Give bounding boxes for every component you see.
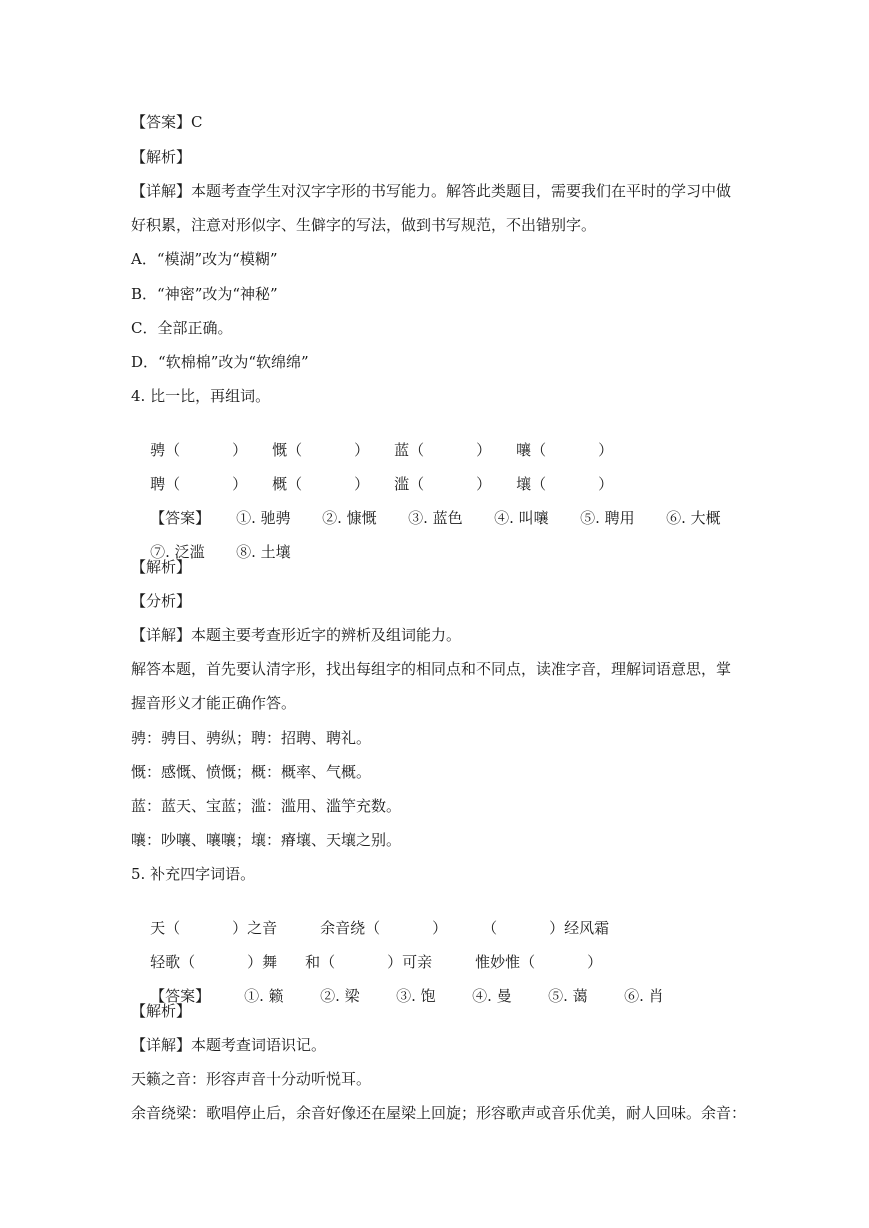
answer-5-label: 【答案】 [150, 987, 211, 1005]
detail-3-line-1: 【详解】本题考查学生对汉字字形的书写能力。解答此类题目，需要我们在平时的学习中做 [131, 182, 732, 200]
explanation-pair-1: 骋：骋目、骋纵；聘：招聘、聘礼。 [131, 729, 372, 747]
answer-4-item-4: ④. 叫嚷 [494, 509, 549, 527]
answer-4-item-6: ⑥. 大概 [666, 509, 721, 527]
q5-r1-c6: ）经风霜 [549, 919, 610, 937]
answer-4-item-7: ⑦. 泛滥 [150, 543, 205, 561]
explanation-pair-3: 蓝：蓝天、宝蓝；滥：滥用、滥竽充数。 [131, 797, 402, 815]
detail-3-line-2: 好积累，注意对形似字、生僻字的写法，做到书写规范，不出错别字。 [131, 216, 597, 234]
answer-4-item-2: ②. 慷慨 [322, 509, 377, 527]
q5-r2-c5: 惟妙惟（ [475, 953, 536, 971]
q5-r2-c2: ）舞 [247, 953, 278, 971]
analysis-heading-5: 【解析】 [131, 1002, 192, 1020]
q4-r2-c2: ） [232, 475, 248, 493]
analysis-heading-4: 【解析】 [131, 558, 192, 576]
q4-r1-c8: ） [598, 441, 614, 459]
explanation-pair-2: 慨：感慨、愤慨；概：概率、气概。 [131, 763, 372, 781]
explanation-pair-4: 嚷：吵嚷、嚷嚷；壤：瘠壤、天壤之别。 [131, 831, 402, 849]
q4-r1-c2: ） [232, 441, 248, 459]
question-4: 4. 比一比，再组词。 [131, 387, 271, 405]
detail-5: 【详解】本题考查词语识记。 [131, 1036, 327, 1054]
answer-5 [131, 966, 664, 1026]
question-5: 5. 补充四字词语。 [131, 865, 256, 883]
explanation-5-line-2: 余音绕梁：歌唱停止后，余音好像还在屋梁上回旋；形容歌声或音乐优美，耐人回味。余音： [131, 1104, 747, 1122]
answer-5-item-4: ④. 曼 [472, 987, 512, 1005]
q4-r1-c4: ） [354, 441, 370, 459]
q4-r2-c7: 壤（ [516, 475, 547, 493]
detail-4: 【详解】本题主要考查形近字的辨析及组词能力。 [131, 626, 462, 644]
analysis-subheading-4: 【分析】 [131, 592, 192, 610]
q5-r1-c5: （ [482, 919, 498, 937]
q5-r2-c3: 和（ [305, 953, 336, 971]
option-d: D．“软棉棉”改为“软绵绵” [131, 353, 309, 371]
option-a: A．“模湖”改为“模糊” [131, 250, 278, 268]
answer-4-label: 【答案】 [150, 509, 211, 527]
explanation-4-line-1: 解答本题，首先要认清字形，找出每组字的相同点和不同点，读准字音，理解词语意思，掌 [131, 660, 732, 678]
q4-r1-c1: 骋（ [150, 441, 181, 459]
q5-r1-c3: 余音绕（ [320, 919, 381, 937]
q5-r2-c6: ） [587, 953, 603, 971]
explanation-4-line-2: 握音形义才能正确作答。 [131, 694, 297, 712]
answer-4-item-1: ①. 驰骋 [236, 509, 291, 527]
q4-r1-c7: 嚷（ [516, 441, 547, 459]
q4-r1-c6: ） [476, 441, 492, 459]
answer-5-item-1: ①. 籁 [244, 987, 284, 1005]
q4-r2-c8: ） [598, 475, 614, 493]
answer-4-item-5: ⑤. 聘用 [580, 509, 635, 527]
analysis-heading-3: 【解析】 [131, 148, 192, 166]
q4-r1-c3: 慨（ [272, 441, 303, 459]
q5-r2-c1: 轻歌（ [150, 953, 196, 971]
explanation-5-line-1: 天籁之音：形容声音十分动听悦耳。 [131, 1070, 372, 1088]
q4-r1-c5: 蓝（ [394, 441, 425, 459]
q5-r1-c2: ）之音 [232, 919, 278, 937]
q4-r2-c6: ） [476, 475, 492, 493]
answer-4-item-3: ③. 蓝色 [408, 509, 463, 527]
answer-4-item-8: ⑧. 土壤 [236, 543, 291, 561]
answer-5-item-3: ③. 饱 [396, 987, 436, 1005]
option-b: B．“神密”改为“神秘” [131, 285, 278, 303]
answer-5-item-2: ②. 梁 [320, 987, 360, 1005]
q5-r1-c1: 天（ [150, 919, 181, 937]
q4-r2-c5: 滥（ [394, 475, 425, 493]
option-c: C．全部正确。 [131, 319, 233, 337]
q5-r1-c4: ） [432, 919, 448, 937]
answer-3: 【答案】C [131, 113, 203, 131]
q4-r2-c4: ） [354, 475, 370, 493]
answer-5-item-6: ⑥. 肖 [624, 987, 664, 1005]
q5-r2-c4: ）可亲 [387, 953, 433, 971]
q4-r2-c1: 聘（ [150, 475, 181, 493]
q4-r2-c3: 概（ [272, 475, 303, 493]
answer-5-item-5: ⑤. 蔼 [548, 987, 588, 1005]
